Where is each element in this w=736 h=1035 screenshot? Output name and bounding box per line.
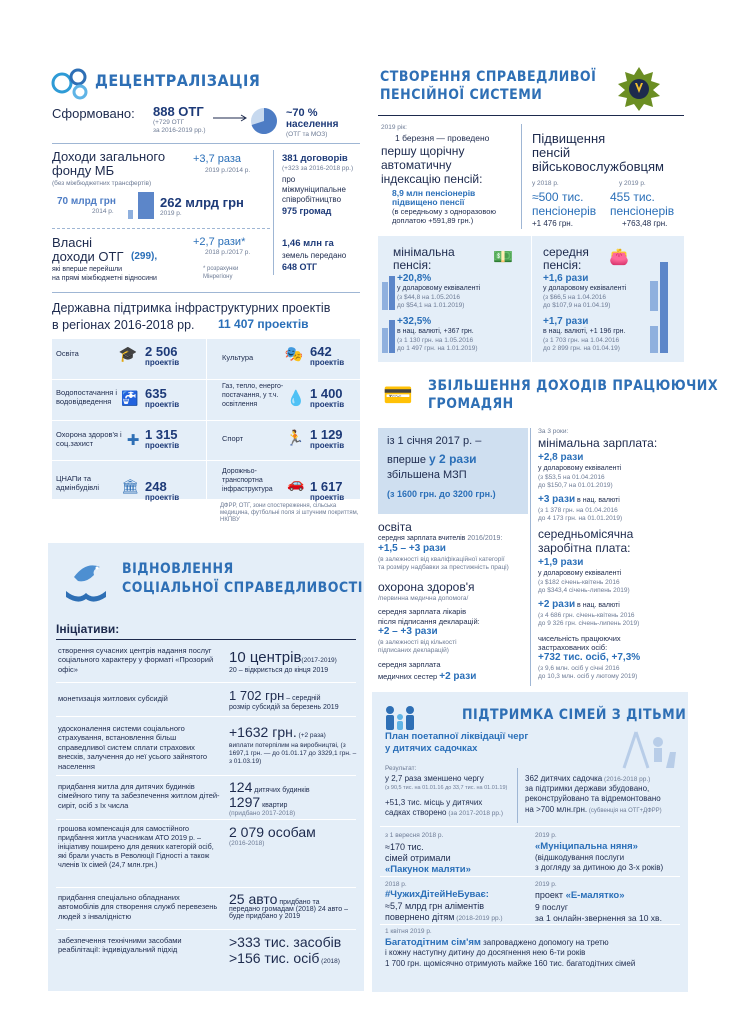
mzp-box2: вперше у 2 рази <box>387 452 477 466</box>
manychild-3: 1 700 грн. щомісячно отримують майже 160 тис. багатодітних сімей <box>385 959 636 968</box>
pension-title2: ПЕНСІЙНОЇ СИСТЕМИ <box>380 87 543 103</box>
project-label-water: Водопостачання і водовідведення <box>56 388 118 407</box>
edu-3: та розміру надбавки за престижність праці) <box>378 564 509 571</box>
social-title1: ВІДНОВЛЕННЯ <box>122 561 234 577</box>
mz-pre: За 3 роки: <box>538 428 569 435</box>
nanny-1: (відшкодування послуги <box>535 853 625 862</box>
support-total: 11 407 проектів <box>218 317 309 331</box>
income-title1: Доходи загального <box>52 149 166 164</box>
ins-1: чисельність працюючих <box>538 634 621 643</box>
support-title2: в регіонах 2016-2018 рр. <box>52 318 195 332</box>
own-title1: Власні <box>52 235 93 250</box>
initiatives-label: Ініціативи: <box>56 622 120 636</box>
car-icon: 🚗 <box>287 474 305 491</box>
ins-4: до 10,3 млн. осіб у лютому 2019) <box>538 673 638 680</box>
projects-word: проектів <box>145 400 180 409</box>
social-row-2-text: удосконалення системи соціального страхування, встановлення більш справедливої систем сплати страхових внесків, залучення до неї усього зайнятого населення <box>58 724 208 771</box>
decentral-logo-icon <box>50 66 92 100</box>
mil-t3: військовослужбовцям <box>532 159 664 174</box>
kinder-3: реконструйовано та відремонтовано <box>525 794 661 803</box>
kinder-1: 362 дитячих садочка (2016-2018 рр.) <box>525 774 651 783</box>
project-value-admin: 248 <box>145 479 167 494</box>
social-row-1-value: 1 702 грн – середній <box>229 688 321 703</box>
otg-count: 888 ОТГ <box>153 104 204 119</box>
project-label-admin: ЦНАПи та адмінбудівлі <box>56 474 100 493</box>
min-b: +32,5% <box>397 316 432 327</box>
pension-index-v1: 8,9 млн пенсіонерів <box>392 188 476 198</box>
min-a1: у доларовому еквіваленті <box>397 285 481 292</box>
min-b1: в нац. валюті, +367 грн. <box>397 328 474 335</box>
pop-pct: ~70 % <box>286 107 318 119</box>
min-bar-b2 <box>389 320 395 353</box>
mil-v2a: 455 тис. <box>610 190 655 204</box>
avg-pension-t1: середня <box>543 245 589 259</box>
avg-pension-t2: пенсія: <box>543 258 582 272</box>
formed-label: Сформовано: <box>52 106 135 121</box>
military-emblem-icon <box>616 66 662 112</box>
bar-2019 <box>138 192 154 219</box>
pack-year: з 1 вересня 2018 р. <box>385 832 444 839</box>
result-label: Результат: <box>385 765 417 772</box>
sz-a3: до $343,4 січень-липень 2019) <box>538 587 630 594</box>
income-2019: 262 млрд грн <box>160 195 244 210</box>
pack-2: «Пакунок маляти» <box>385 864 471 875</box>
mz-b2: (з 1 378 грн. на 01.04.2016 <box>538 507 618 514</box>
ebaby-1: 9 послуг <box>535 902 568 912</box>
sz-a2: (з $182 січень-квітень 2016 <box>538 579 620 586</box>
contracts-t3: співробітництво <box>282 195 342 204</box>
mil-d1: +1 476 грн. <box>532 219 573 228</box>
nanny-year: 2019 р. <box>535 832 557 839</box>
land-otg: 648 ОТГ <box>282 262 318 272</box>
mz-a3: до $150,7 на 01.01.2019) <box>538 482 613 489</box>
ins-value: +732 тис. осіб, +7,3% <box>538 652 641 663</box>
land-t: земель передано <box>282 251 347 260</box>
min-pension-t1: мінімальна <box>393 245 455 259</box>
mil-y2: у 2019 р. <box>619 180 646 187</box>
income-title2: фонду МБ <box>52 163 115 178</box>
ebaby-2: за 1 онлайн-звернення за 10 хв. <box>535 913 662 923</box>
avg-a1: у доларовому еквіваленті <box>543 285 627 292</box>
social-row-3-value: 124 дитячих будинків <box>229 779 310 795</box>
mil-v1b: пенсіонерів <box>532 204 597 218</box>
project-value-health: 1 315 <box>145 427 178 442</box>
dove-hands-icon <box>56 555 116 605</box>
social-row-5-note: передано громадам (2018) 24 авто – буде придбано у 2019 <box>229 906 349 920</box>
sz-a1: у доларовому еквіваленті <box>538 570 622 577</box>
pension-index-t2: першу щорічну <box>381 144 465 158</box>
avg-a2: (з $66,5 на 1.04.2016 <box>543 294 606 301</box>
pop-label: населення <box>286 119 339 130</box>
sport-icon: 🏃 <box>285 430 305 447</box>
pension-index-v4: доплатою +591,89 грн.) <box>392 216 474 225</box>
wallet-icon: 👛 <box>609 249 629 266</box>
sz-title2: заробітна плата: <box>538 541 631 555</box>
own-count: (299), <box>131 251 158 262</box>
plan-1: План поетапної ліквідації черг <box>385 731 529 742</box>
otg-sub2: за 2016-2019 рр.) <box>153 127 206 134</box>
min-a: +20,8% <box>397 273 432 284</box>
ins-3: (з 9,6 млн. осіб у січні 2016 <box>538 665 620 672</box>
queue-1: у 2,7 раза зменшено чергу <box>385 774 484 783</box>
social-row-4-text: грошова компенсація для самостійного придбання житла учасникам АТО 2019 р. – ініціативу поширено для деяких категорій осіб, які брали участь в Революції Гідності а також членів їх сімей (24,7 млн.грн.) <box>58 824 214 869</box>
project-label-culture: Культура <box>222 353 254 362</box>
min-bar-a2 <box>389 276 395 310</box>
avg-b: +1,7 рази <box>543 316 589 327</box>
contracts: 381 договорів <box>282 153 348 164</box>
mz-b: +3 рази в нац. валюті <box>538 494 620 505</box>
own-growth: +2,7 рази* <box>193 236 246 248</box>
land: 1,46 млн га <box>282 238 334 249</box>
mil-t1: Підвищення <box>532 131 606 146</box>
social-row-2-value: +1632 грн. (+2 раза) <box>229 724 326 740</box>
projects-word: проектів <box>310 400 345 409</box>
project-value-culture: 642 <box>310 344 332 359</box>
project-value-roads: 1 617 <box>310 479 343 494</box>
project-value-gas: 1 400 <box>310 386 343 401</box>
income-sub: (без міжбюджетних трансфертів) <box>52 180 152 187</box>
own-t3: які вперше перейшли <box>52 266 123 273</box>
min-pension-t2: пенсія: <box>393 258 432 272</box>
income-growth: +3,7 раза <box>193 153 242 165</box>
own-t4: на прямі міжбюджетні відносини <box>52 275 157 282</box>
social-row-6-value2: >156 тис. осіб (2018) <box>229 950 340 966</box>
social-row-2-note: виплати потерпілим на виробництві, (з 1697,1 грн. — до 01.01.17 до 3329,1 грн. – з 01.03.19) <box>229 742 357 766</box>
social-row-6-text: забезпечення технічними засобами реабілітації: індивідуальний підхід <box>58 936 182 955</box>
pension-index-v3: (в середньому з одноразовою <box>392 207 497 216</box>
contracts-comm: 975 громад <box>282 206 332 216</box>
own-title2: доходи ОТГ <box>52 249 124 264</box>
wallet-money-icon: 💳 <box>383 381 413 409</box>
arrow-right-icon <box>213 114 249 122</box>
nurse-1: середня зарплата <box>378 660 441 669</box>
mil-v1a: ≈500 тис. <box>532 190 584 204</box>
wages-title1: ЗБІЛЬШЕННЯ ДОХОДІВ ПРАЦЮЮЧИХ <box>428 378 719 394</box>
min-bar-a1 <box>382 282 388 310</box>
projects-word: проектів <box>145 493 180 502</box>
avg-b1: в нац. валюті, +1 196 грн. <box>543 328 626 335</box>
cross-icon: ✚ <box>126 432 140 449</box>
social-row-4-value: 2 079 особам <box>229 824 316 840</box>
graduation-cap-icon: 🎓 <box>118 346 138 363</box>
kinder-4: на >700 млн.грн. (субвенція на ОТГ+ДФРР) <box>525 805 662 814</box>
alimony-2: повернено дітям (2018-2019 рр.) <box>385 912 503 922</box>
project-label-health: Охорона здоров'я і соц.захист <box>56 430 122 449</box>
health-value: +2 – +3 рази <box>378 626 438 637</box>
social-row-5-text: придбання спеціально обладнаних автомобілів для створення служб перевезень людей з інвалідністю <box>58 893 218 921</box>
alimony-year: 2018 р. <box>385 881 407 888</box>
social-row-0-note: 20 – відкриється до кінця 2019 <box>229 667 329 674</box>
otg-sub1: (+729 ОТГ <box>153 119 185 126</box>
pension-index-t1: 1 березня — проведено <box>395 133 490 143</box>
project-value-water: 635 <box>145 386 167 401</box>
min-bar-b1 <box>382 328 388 353</box>
nurse-2: медичних сестер +2 рази <box>378 671 477 682</box>
projects-word: проектів <box>145 441 180 450</box>
kinder-2: за підтримки держави збудовано, <box>525 784 650 793</box>
playground-icon <box>618 722 680 770</box>
project-value-education: 2 506 <box>145 344 178 359</box>
social-row-6-value: >333 тис. засобів <box>229 934 342 950</box>
pack-1: сімей отримали <box>385 853 451 863</box>
mzp-box3: збільшена МЗП <box>387 469 467 481</box>
population-pie-icon <box>249 106 279 136</box>
project-label-roads: Дорожньо-транспортна інфраструктура <box>222 468 273 493</box>
mzp-box1: із 1 січня 2017 р. – <box>387 435 482 447</box>
mil-v2b: пенсіонерів <box>610 204 675 218</box>
avg-b3: до 2 899 грн. на 01.04.19) <box>543 345 620 352</box>
edu-value: +1,5 – +3 рази <box>378 543 446 554</box>
pension-title1: СТВОРЕННЯ СПРАВЕДЛИВОЇ <box>380 69 597 85</box>
mzp-box4: (з 1600 грн. до 3200 грн.) <box>387 489 496 499</box>
manychild-year: 1 квітня 2019 р. <box>385 928 432 935</box>
min-a3: до $54,1 на 1.01.2019) <box>397 302 465 309</box>
contracts-sub: (+323 за 2016-2018 рр.) <box>282 165 354 172</box>
sz-b3: до 9 326 грн. січень-липень 2019) <box>538 620 640 627</box>
health-2: після підписання декларацій: <box>378 617 480 626</box>
building-icon: 🏛 <box>121 477 139 494</box>
social-row-1-note: розмір субсидій за березень 2019 <box>229 704 339 711</box>
mz-a1: у доларовому еквіваленті <box>538 465 622 472</box>
money-icon: 💵 <box>493 249 513 266</box>
contracts-t1: про <box>282 175 296 184</box>
own-growth-sub: 2018 р./2017 р. <box>205 249 251 256</box>
ebaby-title: проект «Е-малятко» <box>535 890 625 901</box>
income-2014-year: 2014 р. <box>92 208 114 215</box>
mil-y1: у 2018 р. <box>532 180 559 187</box>
family-title: ПІДТРИМКА СІМЕЙ З ДІТЬМИ <box>462 707 687 723</box>
project-value-sport: 1 129 <box>310 427 343 442</box>
queue-2: +51,3 тис. місць у дитячих <box>385 798 483 807</box>
family-icon <box>380 704 420 732</box>
manychild-title: Багатодітним сім'ям запроваджено допомогу на третю <box>385 937 609 948</box>
social-row-3-text: придбання житла для дитячих будинків сімейного типу та забезпечення житлом дітей-сиріт, осіб з їх числа <box>58 782 220 810</box>
projects-footnote: ДФРР, ОТГ, зони спостереження, сільська медицина, футбольні поля зі штучним покриттям, НКПВУ <box>220 503 359 524</box>
income-2019-year: 2019 р. <box>160 210 182 217</box>
nanny-2: з догляду за дитиною до 3-х років) <box>535 863 664 872</box>
social-title2: СОЦІАЛЬНОЇ СПРАВЕДЛИВОСТІ <box>122 580 363 596</box>
pension-year: 2019 рік: <box>381 124 407 131</box>
mz-b3: до 4 173 грн. на 01.01.2019) <box>538 515 623 522</box>
social-row-3-value2: 1297 квартир <box>229 794 288 810</box>
edu-2: (в залежності від кваліфікаційної категорії <box>378 556 505 563</box>
sz-a: +1,9 рази <box>538 557 584 568</box>
drop-icon: 💧 <box>286 390 306 407</box>
edu-line: середня зарплата вчителів 2016/2019: <box>378 535 503 542</box>
min-b2: (з 1 130 грн. на 1.05.2016 <box>397 337 474 344</box>
projects-word: проектів <box>145 358 180 367</box>
faucet-icon: 🚰 <box>121 389 139 406</box>
avg-bar-a1 <box>650 281 658 311</box>
min-a2: (з $44,8 на 1.05.2016 <box>397 294 460 301</box>
queue-1-sub: (з 90,5 тис. на 01.01.16 до 33,7 тис. на 01.01.19) <box>385 785 508 791</box>
avg-b2: (з 1 703 грн. на 1.04.2016 <box>543 337 620 344</box>
mz-a2: (з $53,5 на 01.04.2016 <box>538 474 605 481</box>
avg-bar-b2 <box>660 307 668 353</box>
health-sub: /первинна медична допомога/ <box>378 595 469 602</box>
mil-d2: +763,48 грн. <box>622 219 668 228</box>
theater-masks-icon: 🎭 <box>284 346 304 363</box>
edu-title: освіта <box>378 520 412 534</box>
wages-title2: ГРОМАДЯН <box>428 396 514 412</box>
health-3: (в залежності від кількості <box>378 639 457 646</box>
project-label-education: Освіта <box>56 349 79 358</box>
social-row-3-note: (придбано 2017-2018) <box>229 810 296 817</box>
plan-2: у дитячих садочках <box>385 743 478 754</box>
social-row-0-text: створення сучасних центрів надання послуг соціального характеру у форматі «Прозорий офіс» <box>58 646 214 674</box>
own-note2: Мінрегіону <box>203 274 233 280</box>
support-title1: Державна підтримка інфраструктурних проектів <box>52 301 331 315</box>
health-title: охорона здоров'я <box>378 580 475 594</box>
ins-2: застрахованих осіб: <box>538 643 608 652</box>
projects-word: проектів <box>310 358 345 367</box>
decentral-title: ДЕЦЕНТРАЛІЗАЦІЯ <box>95 71 261 90</box>
sz-title1: середньомісячна <box>538 527 634 541</box>
pension-index-v2: підвищено пенсії <box>392 197 465 207</box>
mz-a: +2,8 рази <box>538 452 584 463</box>
sz-b2: (з 4 686 грн. січень-квітень 2016 <box>538 612 635 619</box>
mz-title: мінімальна зарплата: <box>538 436 658 450</box>
avg-a3: до $107,9 на 01.04.19) <box>543 302 611 309</box>
projects-word: проектів <box>310 493 345 502</box>
income-2014: 70 млрд грн <box>57 196 116 207</box>
manychild-2: і кожну наступну дитину до досягнення нею 6-ти років <box>385 948 586 957</box>
ebaby-year: 2019 р. <box>535 881 557 888</box>
social-row-4-note: (2016-2018) <box>229 840 265 847</box>
queue-3: садках створено (за 2017-2018 рр.) <box>385 808 503 817</box>
contracts-t2: міжмуніципальне <box>282 185 346 194</box>
income-growth-sub: 2019 р./2014 р. <box>205 167 251 174</box>
project-label-gas: Газ, тепло, енерго-постачання, у т.ч. освітлення <box>222 383 284 408</box>
sz-b: +2 рази в нац. валюті <box>538 599 620 610</box>
alimony-title: #ЧужихДітейНеБуває: <box>385 889 489 900</box>
min-b3: до 1 497 грн. на 1.01.2019) <box>397 345 478 352</box>
pop-sub: (ОТГ та МОЗ) <box>286 131 328 138</box>
pack-value: ≈170 тис. <box>385 842 424 852</box>
social-row-0-value: 10 центрів(2017-2019) <box>229 649 337 666</box>
avg-bar-a2 <box>660 262 668 311</box>
pension-index-t4: індексацію пенсій: <box>381 172 483 186</box>
health-4: підписаних декларацій) <box>378 647 449 654</box>
health-1: середня зарплата лікарів <box>378 607 467 616</box>
social-row-1-text: монетизація житлових субсидій <box>58 694 168 703</box>
mil-t2: пенсій <box>532 145 571 160</box>
social-row-5-value: 25 авто придбано та <box>229 891 320 907</box>
avg-a: +1,6 рази <box>543 273 589 284</box>
bar-2014 <box>128 210 133 219</box>
avg-bar-b1 <box>650 326 658 353</box>
projects-word: проектів <box>310 441 345 450</box>
own-note1: * розрахунки <box>203 266 239 272</box>
alimony-1: ≈5,7 млрд грн аліментів <box>385 901 485 911</box>
project-label-sport: Спорт <box>222 434 244 443</box>
nanny-title: «Муніципальна няня» <box>535 841 638 852</box>
pension-index-t3: автоматичну <box>381 158 452 172</box>
